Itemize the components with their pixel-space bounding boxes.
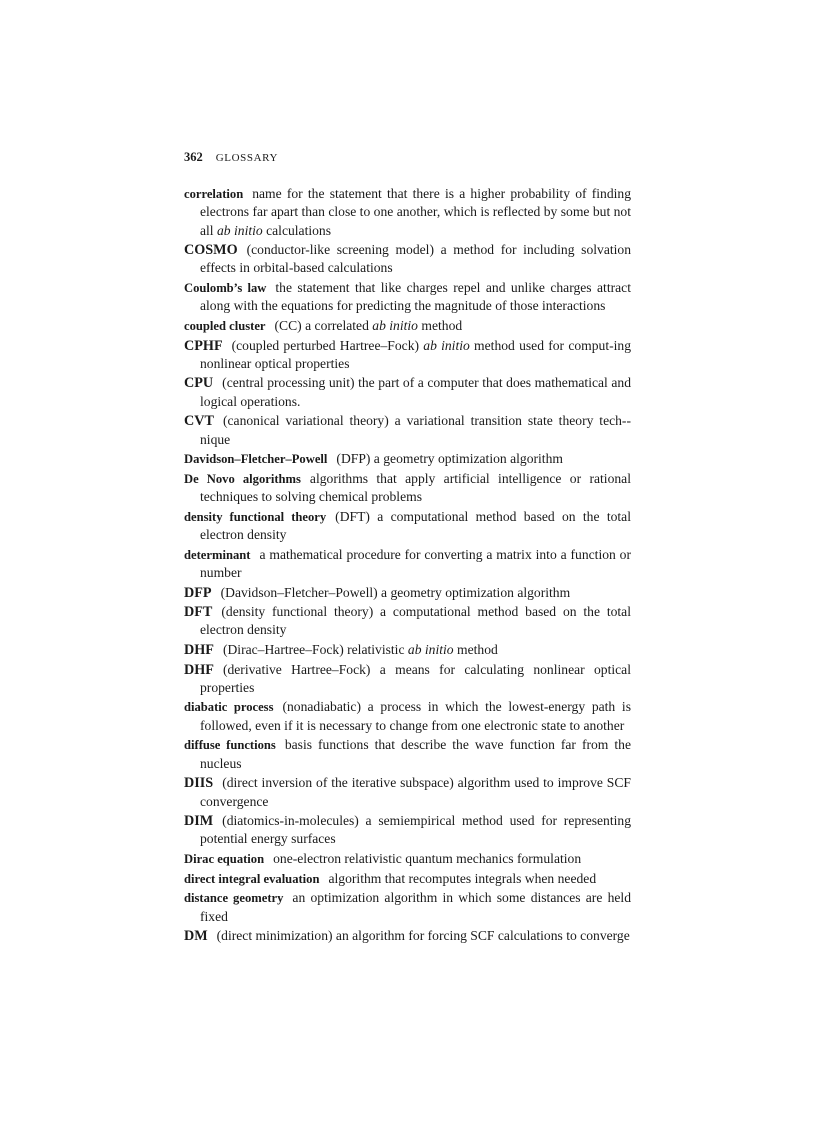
- glossary-definition: [200, 775, 631, 808]
- glossary-term: CPHF: [184, 337, 223, 354]
- glossary-entry: [184, 241, 631, 278]
- definition-italic: ab initio: [407, 641, 454, 657]
- glossary-term: determinant: [184, 547, 251, 562]
- glossary-entry: [184, 870, 631, 888]
- glossary-definition: [200, 547, 631, 580]
- definition-text: basis functions that describe the wave function far from the nucleus: [200, 737, 631, 771]
- definition-text: (Davidson–Fletcher–Powell) a geometry optimization algorithm: [220, 584, 571, 600]
- definition-text: algorithms that apply artificial intelligence or rational techniques to solving chemical problems: [200, 470, 631, 505]
- glossary-term: DIIS: [184, 775, 214, 792]
- definition-text: (derivative Hartree–Fock) a means for calculating nonlinear optical properties: [200, 661, 631, 695]
- glossary-term: diabatic process: [184, 700, 274, 715]
- definition-text: method used for comput-ing nonlinear optical properties: [200, 337, 631, 371]
- definition-text: a mathematical procedure for converting a matrix into a function or number: [200, 546, 631, 580]
- glossary-term: DM: [184, 928, 208, 945]
- definition-text: name for the statement that there is a higher probability of finding electrons far apart than close to one another, which is reflected by some but not all: [200, 186, 631, 238]
- definition-text: (direct minimization) an algorithm for forcing SCF calculations to converge: [216, 928, 630, 944]
- definition-text: one-electron relativistic quantum mechanics formulation: [273, 851, 582, 867]
- glossary-term: De Novo algorithms: [184, 471, 301, 486]
- glossary-definition: [200, 604, 631, 637]
- definition-text: (Dirac–Hartree–Fock) relativistic: [222, 641, 408, 657]
- glossary-entry: [184, 337, 631, 374]
- glossary-term: DIM: [184, 813, 214, 830]
- glossary-term: direct integral evaluation: [184, 871, 320, 886]
- glossary-entry: [184, 546, 631, 583]
- definition-text: (diatomics-in-molecules) a semiempirical method used for representing potential energy surfaces: [200, 813, 631, 847]
- definition-text: method: [453, 641, 498, 657]
- glossary-term: diffuse functions: [184, 738, 276, 753]
- glossary-entry: [184, 661, 631, 698]
- definition-italic: ab initio: [372, 317, 418, 333]
- glossary-definition: [200, 186, 631, 238]
- definition-text: calculations: [262, 222, 332, 238]
- definition-text: method: [417, 317, 463, 333]
- glossary-definition: [200, 375, 631, 408]
- definition-text: (density functional theory) a computational method based on the total electron density: [200, 604, 631, 638]
- definition-text: algorithm that recomputes integrals when needed: [328, 870, 597, 886]
- glossary-entry: [184, 774, 631, 811]
- glossary-entry: [184, 279, 631, 316]
- glossary-entry: [184, 812, 631, 849]
- definition-text: (coupled perturbed Hartree–Fock): [231, 337, 424, 353]
- definition-text: (nonadiabatic) a process in which the lowest-energy path is followed, even if it is necessary to change from one electronic state to another: [200, 699, 631, 733]
- definition-italic: ab initio: [217, 222, 263, 238]
- glossary-definition: [200, 242, 631, 275]
- glossary-entry: [184, 889, 631, 926]
- definition-text: (conductor-like screening model) a method for including solvation effects in orbital-based calculations: [200, 242, 631, 276]
- glossary-definition: [273, 851, 581, 866]
- glossary-term: Davidson–Fletcher–Powell: [184, 452, 328, 467]
- page-number: 362: [184, 150, 203, 164]
- glossary-term: correlation: [184, 187, 244, 201]
- glossary-term: CVT: [184, 413, 214, 430]
- glossary-entry: [184, 927, 631, 945]
- definition-text: (CC) a correlated: [274, 317, 373, 333]
- glossary-term: COSMO: [184, 242, 238, 259]
- definition-text: (central processing unit) the part of a computer that does mathematical and logical operations.: [200, 375, 631, 409]
- glossary-entry-list: [184, 185, 631, 945]
- glossary-term: distance geometry: [184, 891, 284, 906]
- glossary-definition: [275, 318, 463, 333]
- glossary-definition: [200, 813, 631, 846]
- glossary-term: DHF: [184, 661, 214, 678]
- glossary-term: CPU: [184, 375, 214, 392]
- glossary-definition: [223, 642, 498, 657]
- glossary-definition: [200, 662, 631, 695]
- glossary-entry: [184, 603, 631, 640]
- running-title: GLOSSARY: [215, 152, 279, 164]
- glossary-entry: [184, 470, 631, 507]
- glossary-term: DFP: [184, 584, 212, 601]
- definition-text: the statement that like charges repel and unlike charges attract along with the equations for predicting the magnitude of those interactions: [200, 280, 631, 314]
- glossary-term: DHF: [184, 641, 214, 658]
- glossary-entry: [184, 450, 631, 468]
- glossary-entry: [184, 185, 631, 240]
- glossary-page: [184, 150, 631, 947]
- definition-text: (DFP) a geometry optimization algorithm: [336, 451, 563, 467]
- glossary-entry: [184, 736, 631, 773]
- glossary-definition: [217, 928, 630, 943]
- glossary-definition: [336, 451, 563, 466]
- glossary-term: coupled cluster: [184, 318, 266, 333]
- glossary-entry: [184, 317, 631, 335]
- glossary-definition: [200, 413, 631, 446]
- glossary-term: Coulomb’s law: [184, 281, 267, 296]
- definition-text: (DFT) a computational method based on the total electron density: [200, 508, 631, 543]
- glossary-entry: [184, 641, 631, 659]
- definition-text: (canonical variational theory) a variational transition state theory tech-nique: [200, 413, 631, 447]
- glossary-term: Dirac equation: [184, 852, 265, 867]
- glossary-entry: [184, 508, 631, 545]
- glossary-entry: [184, 374, 631, 411]
- glossary-term: density functional theory: [184, 509, 327, 524]
- glossary-entry: [184, 584, 631, 602]
- glossary-definition: [221, 585, 571, 600]
- definition-italic: ab initio: [423, 337, 470, 353]
- definition-text: an optimization algorithm in which some distances are held fixed: [200, 890, 631, 924]
- glossary-definition: [200, 338, 631, 371]
- glossary-term: DFT: [184, 604, 213, 621]
- glossary-entry: [184, 698, 631, 735]
- definition-text: (direct inversion of the iterative subspace) algorithm used to improve SCF convergence: [200, 775, 631, 809]
- running-header: [184, 150, 631, 166]
- glossary-entry: [184, 850, 631, 868]
- glossary-entry: [184, 412, 631, 449]
- glossary-definition: [328, 871, 596, 886]
